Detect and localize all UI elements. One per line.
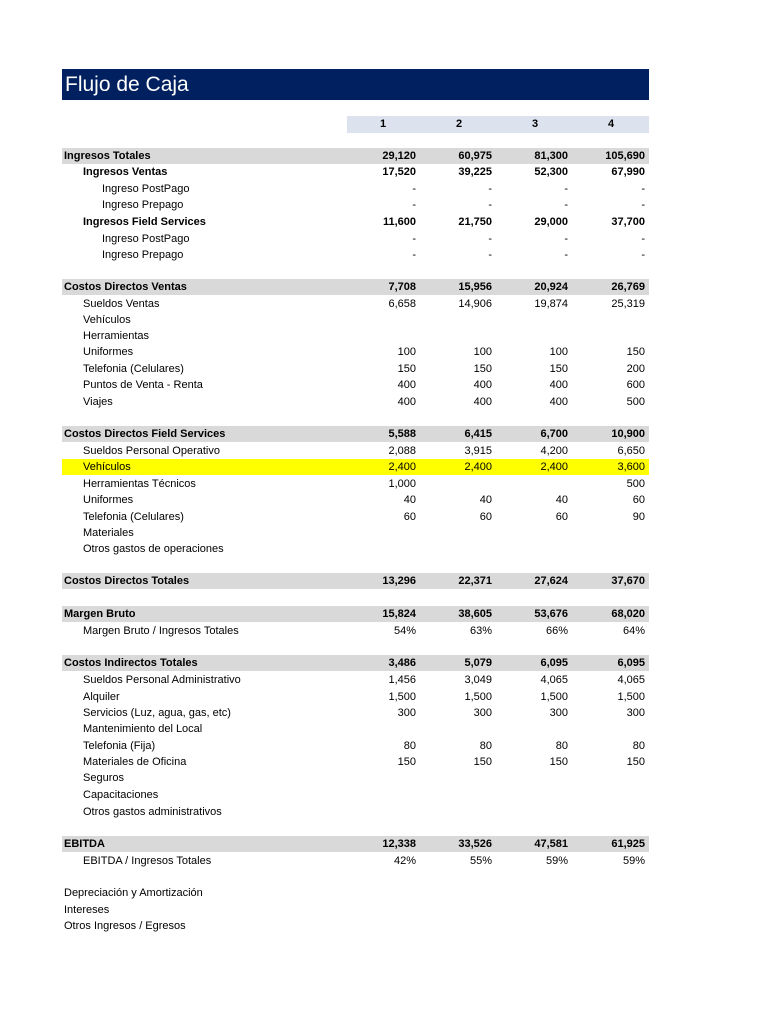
- sheet-title: Flujo de Caja: [62, 69, 649, 100]
- row-label: Ingreso Prepago: [102, 249, 184, 261]
- cell-value: 67,990: [611, 166, 645, 178]
- table-row: [62, 606, 649, 622]
- cell-value: 80: [403, 740, 416, 752]
- table-row: [62, 509, 649, 525]
- row-label: Uniformes: [83, 494, 134, 506]
- table-row: [62, 885, 649, 901]
- cell-value: 60: [479, 511, 492, 523]
- cell-value: 42%: [393, 855, 416, 867]
- cell-value: 2,400: [540, 461, 568, 473]
- period-header-row: [62, 116, 649, 132]
- cell-value: -: [641, 199, 645, 211]
- row-label: Mantenimiento del Local: [83, 723, 203, 735]
- table-row: [62, 738, 649, 754]
- table-row: [62, 231, 649, 247]
- table-row: [62, 573, 649, 589]
- row-label: Ingresos Field Services: [83, 216, 206, 228]
- cell-value: 40: [555, 494, 568, 506]
- row-label: Sueldos Personal Operativo: [83, 445, 220, 457]
- table-row: [62, 426, 649, 442]
- row-label: Ingreso PostPago: [102, 233, 190, 245]
- cell-value: 2,400: [388, 461, 416, 473]
- row-label: Intereses: [64, 904, 110, 916]
- table-row: [62, 312, 649, 328]
- cell-value: 5,588: [388, 428, 416, 440]
- row-label: Puntos de Venta - Renta: [83, 379, 203, 391]
- table-row: [62, 787, 649, 803]
- cell-value: 29,000: [534, 216, 568, 228]
- cell-value: 4,065: [540, 674, 568, 686]
- cell-value: 1,500: [540, 691, 568, 703]
- cell-value: 33,526: [458, 838, 492, 850]
- cell-value: 55%: [469, 855, 492, 867]
- cell-value: 105,690: [605, 150, 645, 162]
- cell-value: 6,415: [464, 428, 492, 440]
- cell-value: 400: [397, 379, 416, 391]
- cell-value: 52,300: [534, 166, 568, 178]
- cell-value: 20,924: [534, 281, 568, 293]
- cell-value: 150: [397, 756, 416, 768]
- cell-value: 80: [632, 740, 645, 752]
- cell-value: 14,906: [458, 298, 492, 310]
- table-row: [62, 476, 649, 492]
- cell-value: 12,338: [382, 838, 416, 850]
- cell-value: 400: [473, 379, 492, 391]
- row-label: Viajes: [83, 396, 113, 408]
- cell-value: 1,000: [388, 478, 416, 490]
- table-row: [62, 902, 649, 918]
- row-label: Herramientas: [83, 330, 150, 342]
- cell-value: 100: [397, 346, 416, 358]
- cell-value: 40: [403, 494, 416, 506]
- cell-value: 400: [549, 379, 568, 391]
- cell-value: 3,915: [464, 445, 492, 457]
- cell-value: 4,065: [617, 674, 645, 686]
- table-row: [62, 443, 649, 459]
- cell-value: -: [488, 233, 492, 245]
- cell-value: 81,300: [534, 150, 568, 162]
- table-row: [62, 541, 649, 557]
- cell-value: 6,700: [540, 428, 568, 440]
- table-row: [62, 836, 649, 852]
- cell-value: 7,708: [388, 281, 416, 293]
- row-label: Otros Ingresos / Egresos: [64, 920, 186, 932]
- cell-value: 59%: [622, 855, 645, 867]
- cell-value: 19,874: [534, 298, 568, 310]
- table-row: [62, 721, 649, 737]
- table-row: [62, 918, 649, 934]
- row-label: Ingreso Prepago: [102, 199, 184, 211]
- table-row: [62, 770, 649, 786]
- cell-value: 80: [555, 740, 568, 752]
- row-label: Seguros: [83, 772, 124, 784]
- cell-value: 38,605: [458, 608, 492, 620]
- table-row: [62, 459, 649, 475]
- row-label: Herramientas Técnicos: [83, 478, 196, 490]
- cell-value: -: [488, 183, 492, 195]
- table-row: [62, 525, 649, 541]
- table-row: [62, 804, 649, 820]
- cell-value: 59%: [545, 855, 568, 867]
- cell-value: 400: [397, 396, 416, 408]
- row-label: Ingreso PostPago: [102, 183, 190, 195]
- cell-value: 150: [397, 363, 416, 375]
- cell-value: 150: [626, 756, 645, 768]
- row-label: Vehículos: [83, 314, 131, 326]
- table-row: [62, 296, 649, 312]
- cell-value: 3,600: [617, 461, 645, 473]
- table-row: [62, 394, 649, 410]
- row-label: Costos Indirectos Totales: [64, 657, 198, 669]
- cell-value: 47,581: [534, 838, 568, 850]
- cell-value: 500: [626, 396, 645, 408]
- cell-value: 3,049: [464, 674, 492, 686]
- table-row: [62, 164, 649, 180]
- cell-value: 11,600: [382, 216, 416, 228]
- cell-value: -: [412, 183, 416, 195]
- row-label: EBITDA: [64, 838, 105, 850]
- table-row: [62, 655, 649, 671]
- cell-value: 3,486: [388, 657, 416, 669]
- cell-value: 66%: [545, 625, 568, 637]
- cell-value: 300: [473, 707, 492, 719]
- row-label: Costos Directos Ventas: [64, 281, 187, 293]
- cell-value: -: [641, 249, 645, 261]
- row-label: Costos Directos Totales: [64, 575, 190, 587]
- cell-value: 6,650: [617, 445, 645, 457]
- cell-value: 60,975: [458, 150, 492, 162]
- row-label: Otros gastos de operaciones: [83, 543, 224, 555]
- cell-value: 60: [555, 511, 568, 523]
- table-row: [62, 492, 649, 508]
- cell-value: 400: [473, 396, 492, 408]
- cell-value: 1,500: [388, 691, 416, 703]
- row-label: Margen Bruto / Ingresos Totales: [83, 625, 239, 637]
- cell-value: 100: [473, 346, 492, 358]
- cell-value: 150: [473, 756, 492, 768]
- cell-value: 68,020: [611, 608, 645, 620]
- row-label: Ingresos Ventas: [83, 166, 168, 178]
- table-row: [62, 754, 649, 770]
- table-row: [62, 705, 649, 721]
- cell-value: 100: [549, 346, 568, 358]
- cell-value: 2,088: [388, 445, 416, 457]
- cell-value: -: [564, 233, 568, 245]
- cell-value: 10,900: [611, 428, 645, 440]
- cell-value: 300: [549, 707, 568, 719]
- cell-value: 6,095: [617, 657, 645, 669]
- table-row: [62, 672, 649, 688]
- cell-value: 54%: [393, 625, 416, 637]
- row-label: Margen Bruto: [64, 608, 136, 620]
- cell-value: 4,200: [540, 445, 568, 457]
- table-row: [62, 247, 649, 263]
- row-label: Telefonia (Celulares): [83, 511, 184, 523]
- row-label: Telefonia (Celulares): [83, 363, 184, 375]
- cell-value: 27,624: [534, 575, 568, 587]
- table-row: [62, 148, 649, 164]
- row-label: Sueldos Ventas: [83, 298, 160, 310]
- row-label: Materiales: [83, 527, 134, 539]
- table-row: [62, 197, 649, 213]
- cell-value: 61,925: [611, 838, 645, 850]
- row-label: Servicios (Luz, agua, gas, etc): [83, 707, 231, 719]
- table-row: [62, 361, 649, 377]
- cell-value: 150: [549, 363, 568, 375]
- table-row: [62, 214, 649, 230]
- cell-value: 2,400: [464, 461, 492, 473]
- cell-value: 1,500: [617, 691, 645, 703]
- cell-value: 63%: [469, 625, 492, 637]
- cell-value: -: [564, 183, 568, 195]
- row-label: Depreciación y Amortización: [64, 887, 203, 899]
- period-header: 4: [607, 118, 615, 130]
- cell-value: 37,700: [611, 216, 645, 228]
- cell-value: 500: [626, 478, 645, 490]
- row-label: Otros gastos administrativos: [83, 806, 222, 818]
- cell-value: 15,956: [458, 281, 492, 293]
- cell-value: 200: [626, 363, 645, 375]
- cell-value: 29,120: [382, 150, 416, 162]
- row-label: Capacitaciones: [83, 789, 159, 801]
- period-header: 2: [455, 118, 463, 130]
- cell-value: 17,520: [382, 166, 416, 178]
- table-row: [62, 344, 649, 360]
- cell-value: 64%: [622, 625, 645, 637]
- row-label: Uniformes: [83, 346, 134, 358]
- row-label: Costos Directos Field Services: [64, 428, 226, 440]
- cell-value: 150: [549, 756, 568, 768]
- cell-value: -: [412, 199, 416, 211]
- table-row: [62, 377, 649, 393]
- row-label: Ingresos Totales: [64, 150, 151, 162]
- cell-value: 26,769: [611, 281, 645, 293]
- row-label: EBITDA / Ingresos Totales: [83, 855, 212, 867]
- cell-value: 80: [479, 740, 492, 752]
- cell-value: -: [412, 249, 416, 261]
- cell-value: 1,500: [464, 691, 492, 703]
- cell-value: 6,095: [540, 657, 568, 669]
- table-row: [62, 853, 649, 869]
- row-label: Alquiler: [83, 691, 120, 703]
- cell-value: -: [564, 199, 568, 211]
- cell-value: 6,658: [388, 298, 416, 310]
- cell-value: 300: [626, 707, 645, 719]
- cell-value: 60: [403, 511, 416, 523]
- cell-value: 22,371: [458, 575, 492, 587]
- cell-value: 150: [473, 363, 492, 375]
- cell-value: 90: [632, 511, 645, 523]
- cell-value: -: [641, 183, 645, 195]
- cell-value: -: [488, 249, 492, 261]
- cell-value: 53,676: [534, 608, 568, 620]
- row-label: Sueldos Personal Administrativo: [83, 674, 241, 686]
- cell-value: 150: [626, 346, 645, 358]
- cell-value: 25,319: [611, 298, 645, 310]
- row-label: Materiales de Oficina: [83, 756, 187, 768]
- table-row: [62, 279, 649, 295]
- row-label: Telefonia (Fija): [83, 740, 156, 752]
- cell-value: 400: [549, 396, 568, 408]
- cell-value: 5,079: [464, 657, 492, 669]
- cell-value: 60: [632, 494, 645, 506]
- cell-value: 600: [626, 379, 645, 391]
- cell-value: -: [641, 233, 645, 245]
- table-row: [62, 623, 649, 639]
- table-row: [62, 689, 649, 705]
- period-header: 1: [379, 118, 387, 130]
- cell-value: 39,225: [458, 166, 492, 178]
- cell-value: 21,750: [458, 216, 492, 228]
- cell-value: 37,670: [611, 575, 645, 587]
- cell-value: 300: [397, 707, 416, 719]
- table-row: [62, 181, 649, 197]
- cell-value: -: [412, 233, 416, 245]
- table-row: [62, 328, 649, 344]
- period-header: 3: [531, 118, 539, 130]
- cell-value: 1,456: [388, 674, 416, 686]
- cell-value: 13,296: [382, 575, 416, 587]
- cell-value: -: [564, 249, 568, 261]
- cell-value: 15,824: [382, 608, 416, 620]
- cell-value: 40: [479, 494, 492, 506]
- row-label: Vehículos: [83, 461, 131, 473]
- cell-value: -: [488, 199, 492, 211]
